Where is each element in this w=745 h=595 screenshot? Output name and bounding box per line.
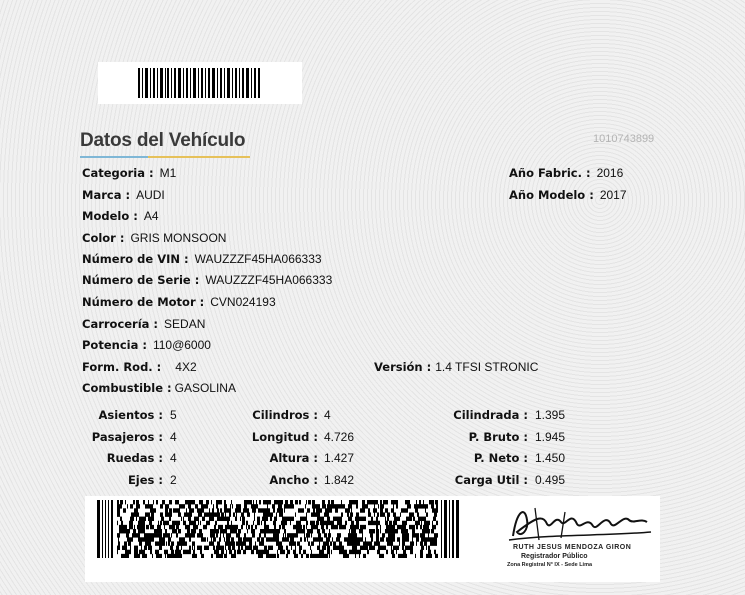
spec-value-asientos: 5 [170, 408, 177, 422]
field-value: M1 [159, 166, 177, 180]
field-value: 110@6000 [152, 338, 211, 352]
field-form-rod [82, 360, 197, 374]
signer-name: RUTH JESUS MENDOZA GIRON [513, 544, 632, 551]
spec-label-cilindrada: Cilindrada : [453, 408, 528, 422]
spec-label-p-neto: P. Neto : [473, 451, 528, 465]
field-modelo [82, 209, 159, 223]
field-value: CVN024193 [210, 295, 276, 309]
handwritten-signature-icon [495, 500, 655, 546]
spec-label-longitud: Longitud : [251, 430, 318, 444]
spec-label-altura: Altura : [269, 451, 318, 465]
spec-value-ruedas: 4 [170, 451, 177, 465]
field-label: Carrocería : [82, 317, 159, 331]
field-label: Número de VIN : [82, 252, 189, 266]
field-value: AUDI [136, 188, 165, 202]
barcode-icon [138, 68, 262, 98]
spec-value-p-bruto: 1.945 [535, 430, 566, 444]
field-value: SEDAN [164, 317, 206, 331]
signature-block [495, 500, 655, 572]
spec-value-pasajeros: 4 [170, 430, 177, 444]
field-serie [82, 273, 332, 287]
field-color [82, 231, 226, 245]
field-label: Form. Rod. : [82, 360, 162, 374]
field-value: GASOLINA [174, 381, 236, 395]
spec-label-carga-util: Carga Util : [454, 473, 528, 487]
spec-value-cilindros: 4 [324, 408, 331, 422]
field-anio-modelo [509, 188, 627, 202]
field-motor [82, 295, 276, 309]
field-label: Número de Motor : [82, 295, 205, 309]
field-label: Combustible : [82, 381, 172, 395]
field-potencia [82, 338, 211, 352]
field-value: 4X2 [175, 360, 197, 374]
spec-label-ancho: Ancho : [269, 473, 318, 487]
top-barcode-area [98, 62, 302, 104]
field-value: WAUZZZF45HA066333 [205, 273, 333, 287]
spec-value-carga-util: 0.495 [535, 473, 566, 487]
field-combustible [82, 381, 236, 395]
spec-label-pasajeros: Pasajeros : [91, 430, 163, 444]
field-marca [82, 188, 165, 202]
pdf417-barcode-icon [97, 500, 459, 558]
field-label: Potencia : [82, 338, 147, 352]
field-anio-fabric [509, 166, 623, 180]
field-label: Modelo : [82, 209, 138, 223]
field-label: Color : [82, 231, 125, 245]
spec-value-cilindrada: 1.395 [535, 408, 566, 422]
field-version [374, 360, 538, 374]
signer-role: Registrador Público [521, 553, 588, 560]
spec-label-ruedas: Ruedas : [106, 451, 163, 465]
document-number: 1010743899 [593, 133, 655, 145]
field-label: Marca : [82, 188, 131, 202]
field-categoria [82, 166, 176, 180]
page-title: Datos del Vehículo [80, 130, 246, 151]
field-value: 2017 [599, 188, 627, 202]
field-value: 2016 [596, 166, 624, 180]
field-vin [82, 252, 322, 266]
spec-label-ejes: Ejes : [127, 473, 163, 487]
signer-zone: Zona Registral N° IX - Sede Lima [507, 562, 593, 568]
spec-value-ancho: 1.842 [324, 473, 355, 487]
field-label: Número de Serie : [82, 273, 200, 287]
spec-label-cilindros: Cilindros : [252, 408, 318, 422]
field-value: WAUZZZF45HA066333 [194, 252, 322, 266]
field-value: A4 [143, 209, 159, 223]
field-label: Versión : [374, 360, 432, 374]
field-value: GRIS MONSOON [130, 231, 227, 245]
spec-value-altura: 1.427 [324, 451, 355, 465]
spec-value-longitud: 4.726 [324, 430, 355, 444]
field-label: Año Modelo : [509, 188, 594, 202]
field-carroceria [82, 317, 205, 331]
field-label: Categoria : [82, 166, 154, 180]
spec-value-p-neto: 1.450 [535, 451, 566, 465]
field-label: Año Fabric. : [509, 166, 591, 180]
spec-value-ejes: 2 [170, 473, 177, 487]
bottom-panel [85, 496, 660, 582]
spec-label-p-bruto: P. Bruto : [468, 430, 528, 444]
spec-label-asientos: Asientos : [98, 408, 163, 422]
title-underline [80, 156, 250, 158]
field-value: 1.4 TFSI STRONIC [435, 360, 539, 374]
